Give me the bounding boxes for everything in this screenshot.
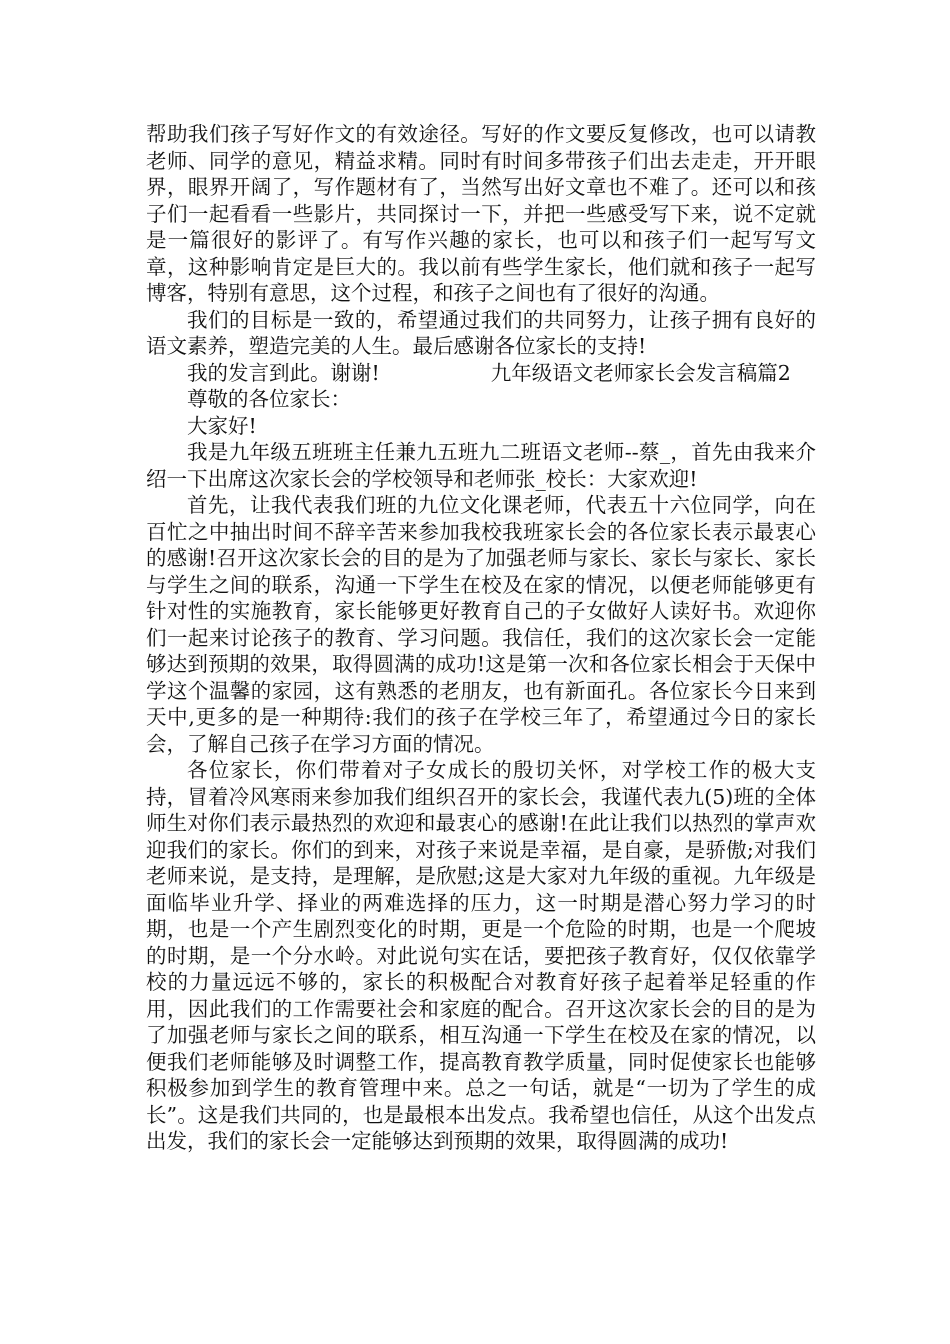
paragraph-thanks: 首先，让我代表我们班的九位文化课老师，代表五十六位同学，向在百忙之中抽出时间不辞辛苦来参加我校我班家长会的各位家长表示最衷心的感谢!召开这次家长会的目的是为了加强老师与家长、家长与家长、家长与学生之间的联系，沟通一下学生在校及在家的情况，以便老师能够更有针对性的实施教育，家长能够更好教育自己的子女做好人读好书。欢迎你们一起来讨论孩子的教育、学习问题。我信任，我们的这次家长会一定能够达到预期的效果，取得圆满的成功!这是第一次和各位家长相会于天保中学这个温馨的家园，这有熟悉的老朋友，也有新面孔。各位家长今日来到天中,更多的是一种期待:我们的孩子在学校三年了，希望通过今日的家长会，了解自己孩子在学习方面的情况。 bbox=[146, 493, 816, 756]
document-body bbox=[146, 121, 816, 1155]
section-title: 九年级语文老师家长会发言稿篇2 bbox=[490, 360, 791, 385]
paragraph-writing-advice: 帮助我们孩子写好作文的有效途径。写好的作文要反复修改，也可以请教老师、同学的意见，精益求精。同时有时间多带孩子们出去走走，开开眼界，眼界开阔了，写作题材有了，当然写出好文章也不难了。还可以和孩子们一起看看一些影片，共同探讨一下，并把一些感受写下来，说不定就是一篇很好的影评了。有写作兴趣的家长，也可以和孩子们一起写写文章，这种影响肯定是巨大的。我以前有些学生家长，他们就和孩子一起写博客，特别有意思，这个过程，和孩子之间也有了很好的沟通。 bbox=[146, 122, 816, 305]
salutation: 大家好! bbox=[187, 413, 257, 438]
paragraph-welcome: 各位家长，你们带着对子女成长的殷切关怀，对学校工作的极大支持，冒着冷风寒雨来参加我们组织召开的家长会，我谨代表九(5)班的全体师生对你们表示最热烈的欢迎和最衷心的感谢!在此让我们以热烈的掌声欢迎我们的家长。你们的到来，对孩子来说是幸福，是自豪，是骄傲;对我们老师来说，是支持，是理解，是欣慰;这是大家对九年级的重视。九年级是面临毕业升学、择业的两难选择的压力，这一时期是潜心努力学习的时期，也是一个产生剧烈变化的时期，更是一个危险的时期，也是一个爬坡的时期，是一个分水岭。对此说句实在话，要把孩子教育好，仅仅依靠学校的力量远远不够的，家长的积极配合对教育好孩子起着举足轻重的作用，因此我们的工作需要社会和家庭的配合。召开这次家长会的目的是为了加强老师与家长之间的联系，相互沟通一下学生在校及在家的情况，以便我们老师能够及时调整工作，提高教育教学质量，同时促使家长也能够积极参加到学生的教育管理中来。总之一句话，就是“一切为了学生的成长”。这是我们共同的，也是最根本出发点。我希望也信任，从这个出发点出发，我们的家长会一定能够达到预期的效果，取得圆满的成功! bbox=[146, 758, 816, 1153]
closing-and-title-line bbox=[146, 360, 816, 387]
closing-line: 我的发言到此。谢谢! bbox=[187, 360, 380, 385]
greeting: 尊敬的各位家长： bbox=[187, 387, 351, 411]
paragraph-shared-goal: 我们的目标是一致的，希望通过我们的共同努力，让孩子拥有良好的语文素养，塑造完美的人生。最后感谢各位家长的支持! bbox=[146, 307, 816, 358]
paragraph-introduction: 我是九年级五班班主任兼九五班九二班语文老师--蔡_，首先由我来介绍一下出席这次家长会的学校领导和老师张_校长：大家欢迎! bbox=[146, 440, 816, 491]
